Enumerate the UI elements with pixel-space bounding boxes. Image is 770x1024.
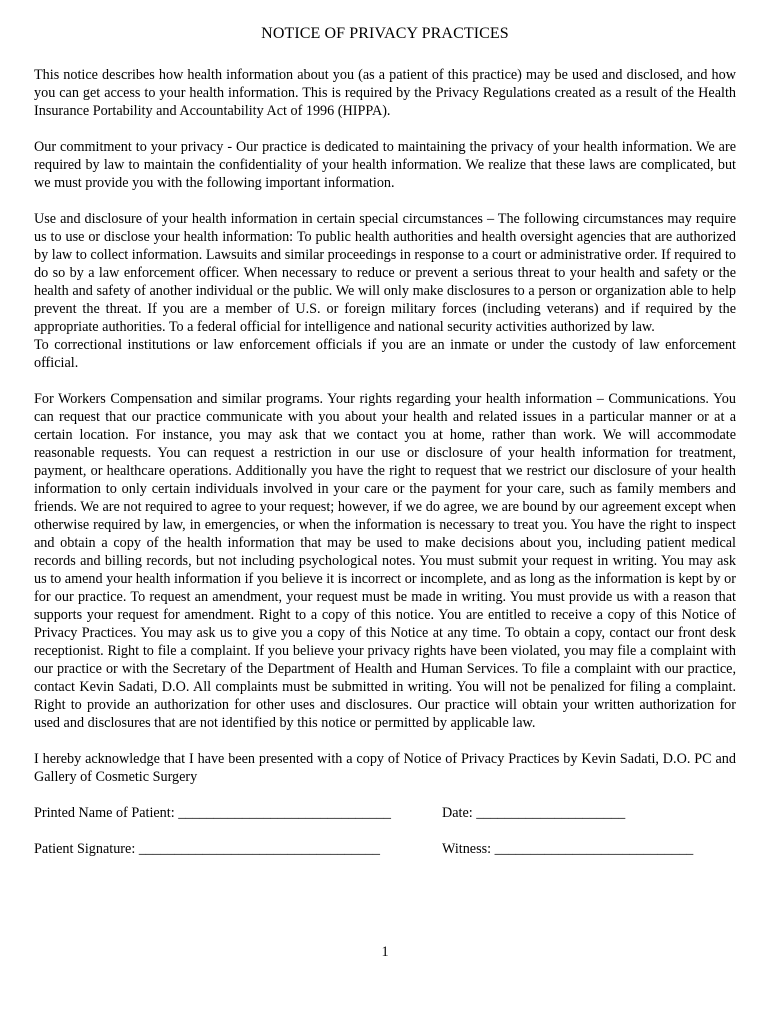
witness-field[interactable]: Witness: ____________________________ [442, 841, 694, 857]
date-field[interactable]: Date: _____________________ [442, 805, 626, 821]
correctional-paragraph: To correctional institutions or law enforcement officials if you are an inmate or under the custody of law enforcement official. [34, 337, 736, 371]
signature-witness-row [34, 840, 736, 858]
patient-signature-field[interactable]: Patient Signature: __________________________________ [34, 841, 381, 857]
rights-paragraph: For Workers Compensation and similar programs. Your rights regarding your health information – Communications. You can request that our practice communicate with you about your health and related issues in a particular manner or at a certain location. For instance, you may ask that we contact you at home, rather than work. We will accommodate reasonable requests. You can request a restriction in our use or disclosure of your health information for treatment, payment, or healthcare operations. Additionally you have the right to request that we restrict our disclosure of your health information to only certain individuals involved in your care or the payment for your care, such as family members and friends. We are not required to agree to your request; however, if we do agree, we are bound by our agreement except when otherwise required by law, in emergencies, or when the information is necessary to treat you. You have the right to inspect and obtain a copy of the health information that may be used to make decisions about you, including patient medical records and billing records, but not including psychological notes. You must submit your request in writing. You may ask us to amend your health information if you believe it is incorrect or incomplete, and as long as the information is kept by or for our practice. To request an amendment, your request must be made in writing. You must provide us with a reason that supports your request for amendment. Right to a copy of this notice. You are entitled to receive a copy of this Notice of Privacy Practices. You may ask us to give you a copy of this Notice at any time. To obtain a copy, contact our front desk receptionist. Right to file a complaint. If you believe your privacy rights have been violated, you may file a complaint with our practice or with the Secretary of the Department of Health and Human Services. To file a complaint with our practice, contact Kevin Sadati, D.O. All complaints must be submitted in writing. You will not be penalized for filing a complaint. Right to provide an authorization for other uses and disclosures. Our practice will obtain your written authorization for used and disclosures that are not identified by this notice or permitted by applicable law. [34, 391, 736, 731]
page-number: 1 [381, 944, 389, 960]
document-title: NOTICE OF PRIVACY PRACTICES [261, 25, 509, 42]
name-date-row [34, 804, 736, 822]
document-page [34, 24, 736, 858]
intro-paragraph: This notice describes how health information about you (as a patient of this practice) may be used and disclosed, and how you can get access to your health information. This is required by the Privacy Regulations created as a result of the Health Insurance Portability and Accountability Act of 1996 (HIPPA). [34, 67, 736, 119]
commitment-paragraph: Our commitment to your privacy - Our practice is dedicated to maintaining the privacy of your health information. We are required by law to maintain the confidentiality of your health information. We realize that these laws are complicated, but we must provide you with the following important information. [34, 139, 736, 191]
printed-name-field[interactable]: Printed Name of Patient: ______________________________ [34, 805, 392, 821]
acknowledgement-paragraph: I hereby acknowledge that I have been presented with a copy of Notice of Privacy Practices by Kevin Sadati, D.O. PC and Gallery of Cosmetic Surgery [34, 751, 736, 785]
special-circumstances-paragraph: Use and disclosure of your health information in certain special circumstances – The following circumstances may require us to use or disclose your health information: To public health authorities and health oversight agencies that are authorized by law to collect information. Lawsuits and similar proceedings in response to a court or administrative order. If required to do so by a law enforcement officer. When necessary to reduce or prevent a serious threat to your health and safety or the health and safety of another individual or the public. We will only make disclosures to a person or organization able to help prevent the threat. If you are a member of U.S. or foreign military forces (including veterans) and if required by the appropriate authorities. To a federal official for intelligence and national security activities authorized by law. [34, 211, 736, 335]
